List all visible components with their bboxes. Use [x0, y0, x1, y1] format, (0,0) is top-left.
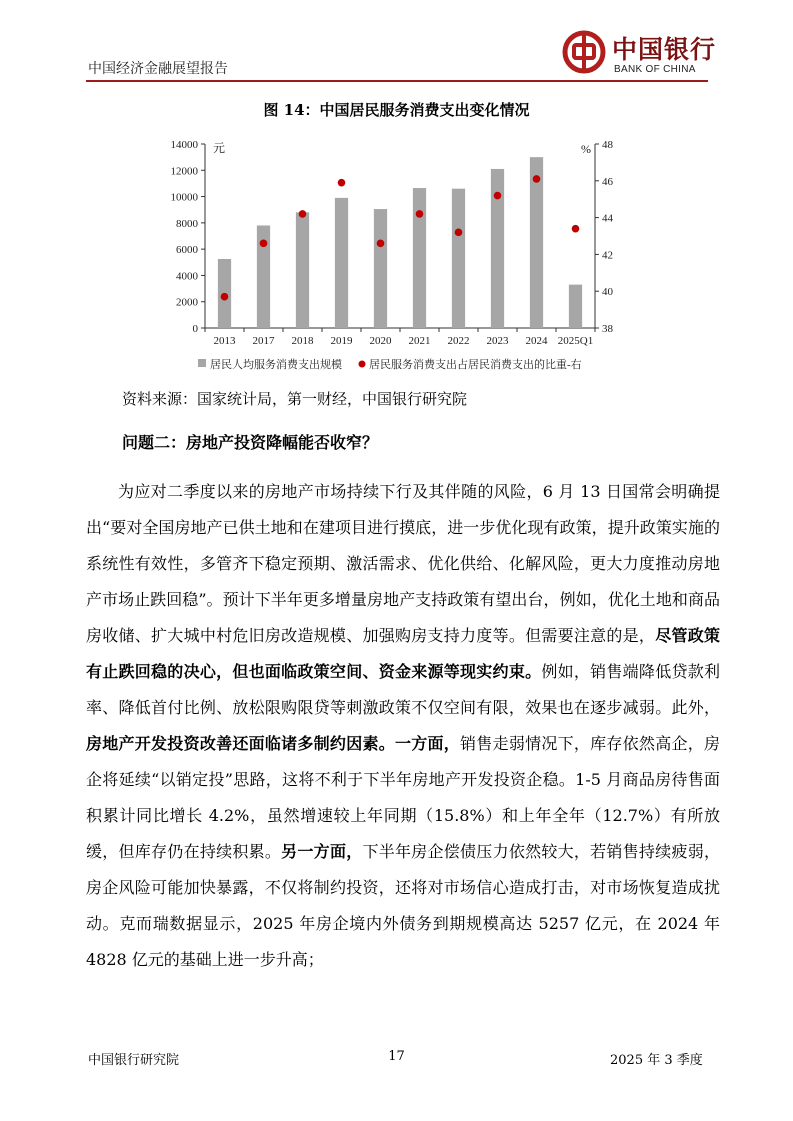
left-tick-label: 2000	[176, 296, 198, 309]
emphasis-run: 尽管政策有止跌回稳的决心，但也面临政策空间、资金来源等现实约束。	[86, 626, 720, 681]
x-tick-label: 2025Q1	[557, 335, 594, 347]
x-tick-label: 2022	[447, 335, 470, 347]
x-tick-label: 2020	[369, 335, 392, 347]
ratio-point	[299, 210, 307, 218]
x-tick-label: 2021	[408, 335, 431, 347]
report-title: 中国经济金融展望报告	[88, 61, 228, 77]
left-tick-label: 0	[192, 323, 198, 335]
right-tick-label: 46	[602, 175, 613, 188]
ratio-point	[221, 293, 229, 301]
ratio-point	[533, 175, 541, 183]
x-tick-label: 2023	[486, 335, 509, 347]
text-run: 下半年房企偿债压力依然较大，若销售持续疲弱，房企风险可能加快暴露，不仅将制约投资，还将对市场信心造成打击，对市场恢复造成扰动。克而瑞数据显示，2025 年房企境内外债务到期规模高达 5257 亿元，在 2024 年 4828 亿元的基础上进一步升高；	[86, 842, 720, 969]
body-text	[86, 474, 720, 978]
x-tick-label: 2019	[330, 335, 353, 347]
bar	[569, 285, 582, 328]
logo-english-name: BANK OF CHINA	[614, 64, 696, 75]
ratio-point	[338, 179, 346, 187]
legend-bar-label: 居民人均服务消费支出规模	[210, 359, 342, 371]
right-tick-label: 40	[602, 286, 613, 299]
text-run: 销售走弱情况下，库存依然高企，房企将延续“以销定投”思路，这将不利于下半年房地产开发投资企稳。1-5 月商品房待售面积累计同比增长 4.2%，虽然增速较上年同期（15.8%）和上年全年（12.7%）有所放缓，但库存仍在持续积累。	[86, 734, 720, 861]
x-tick-label: 2024	[525, 335, 548, 347]
emphasis-run: 另一方面，	[281, 842, 363, 861]
page-number: 17	[388, 1049, 405, 1064]
right-tick-label: 42	[602, 249, 613, 262]
logo-chinese-name: 中国银行	[612, 35, 717, 64]
bar	[452, 189, 465, 328]
text-run: 为应对二季度以来的房地产市场持续下行及其伴随的风险，6 月 13 日国常会明确提出“要对全国房地产已供土地和在建项目进行摸底，进一步优化现有政策，提升政策实施的系统性有效性，多管齐下稳定预期、激活需求、优化供给、化解风险，更大力度推动房地产市场止跌回稳”。预计下半年更多增量房地产支持政策有望出台，例如，优化土地和商品房收储、扩大城中村危旧房改造规模、加强购房支持力度等。但需要注意的是，	[86, 482, 720, 645]
service-consumption-chart	[150, 130, 630, 380]
ratio-point	[455, 229, 463, 237]
boc-logo-icon	[562, 30, 606, 74]
body-paragraph	[86, 474, 720, 978]
bank-logo	[562, 30, 717, 78]
bar	[335, 198, 348, 328]
ratio-point	[260, 240, 268, 248]
x-tick-label: 2018	[291, 335, 314, 347]
ratio-point	[377, 240, 385, 248]
x-tick-label: 2017	[252, 335, 275, 347]
left-tick-label: 4000	[176, 270, 198, 283]
text-run: 例如，销售端降低贷款利率、降低首付比例、放松限购限贷等刺激政策不仅空间有限，效果也在逐步减弱。此外，	[86, 662, 720, 717]
legend-dot-label: 居民服务消费支出占居民消费支出的比重-右	[369, 359, 582, 371]
emphasis-run: 房地产开发投资改善还面临诸多制约因素。一方面，	[86, 734, 461, 753]
footer-period: 2025 年 3 季度	[610, 1053, 703, 1068]
left-tick-label: 8000	[176, 217, 198, 230]
right-axis-unit: %	[581, 142, 591, 156]
ratio-point	[416, 210, 424, 218]
legend-bar-swatch	[198, 359, 206, 367]
footer-org: 中国银行研究院	[88, 1053, 180, 1068]
right-tick-label: 38	[602, 323, 613, 335]
right-tick-label: 44	[602, 212, 613, 225]
legend-dot-swatch	[359, 361, 366, 368]
section-heading: 问题二：房地产投资降幅能否收窄？	[122, 433, 379, 452]
left-tick-label: 6000	[176, 244, 198, 257]
left-tick-label: 10000	[170, 191, 198, 204]
bar	[413, 188, 426, 328]
figure-title: 图 14：中国居民服务消费支出变化情况	[263, 101, 530, 119]
left-tick-label: 12000	[170, 165, 198, 178]
bar	[530, 157, 543, 328]
left-tick-label: 14000	[170, 139, 198, 151]
figure-source: 资料来源：国家统计局，第一财经，中国银行研究院	[122, 390, 468, 408]
x-tick-label: 2013	[213, 335, 236, 347]
ratio-point	[572, 225, 580, 233]
bar	[296, 212, 309, 328]
left-axis-unit: 元	[213, 141, 226, 155]
ratio-point	[494, 192, 502, 200]
right-tick-label: 48	[602, 139, 613, 151]
header-divider	[86, 80, 708, 82]
bar	[374, 209, 387, 328]
